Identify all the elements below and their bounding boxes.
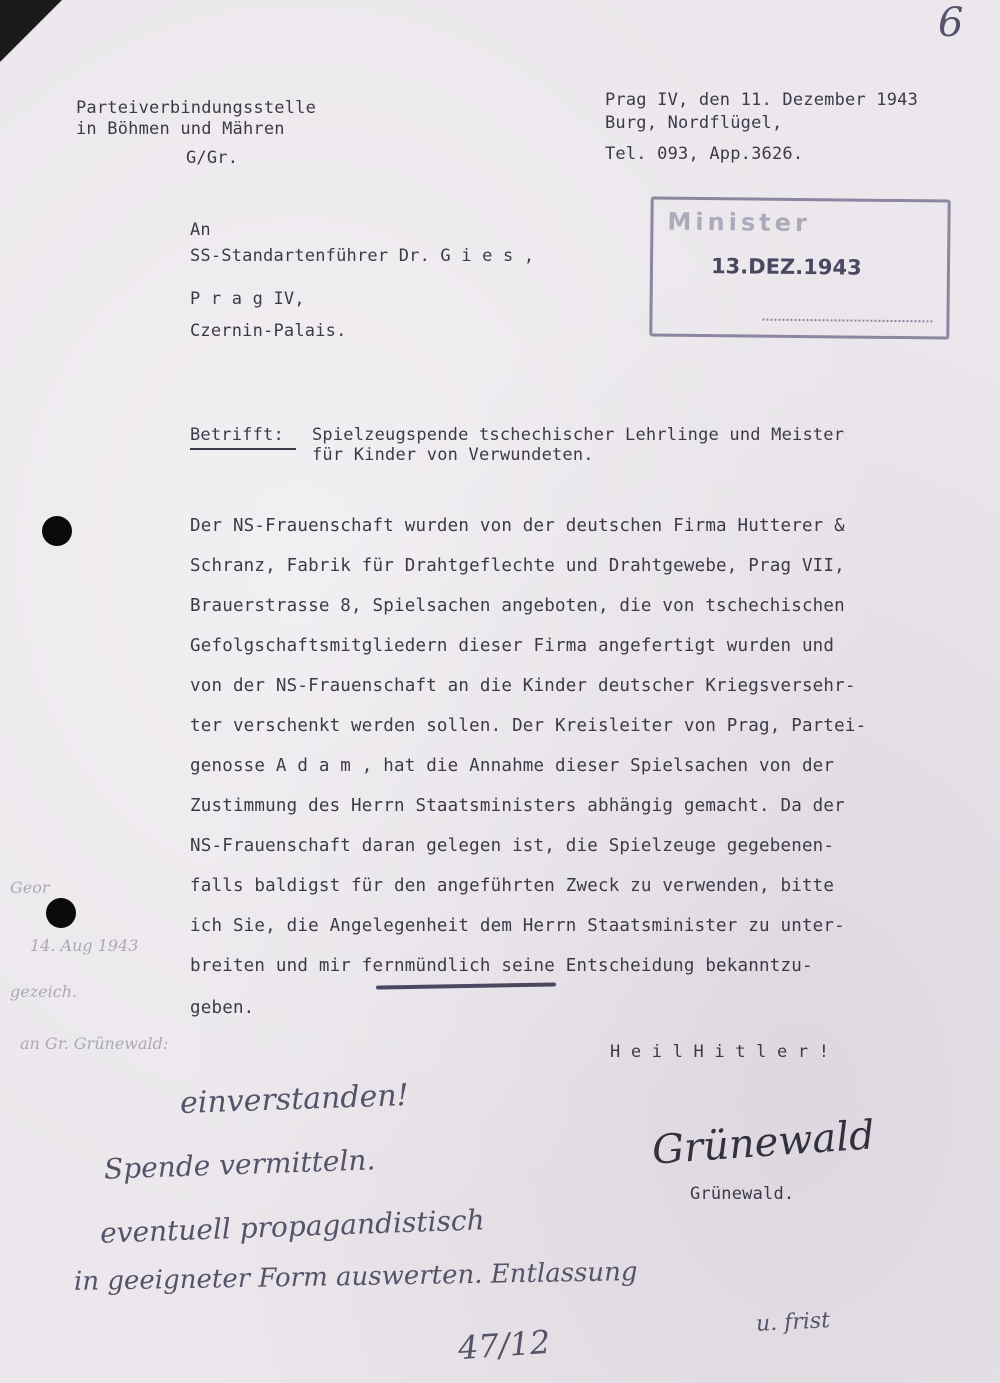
margin-note: 14. Aug 1943 (30, 936, 139, 955)
recipient-city: P r a g IV, (190, 289, 305, 309)
body-line: von der NS-Frauenschaft an die Kinder deutscher Kriegsversehr- (190, 676, 856, 696)
handwritten-note: eventuell propagandistisch (99, 1203, 486, 1250)
subject-line-2: für Kinder von Verwundeten. (312, 445, 594, 465)
handwritten-signature: Grünewald (650, 1112, 877, 1174)
recipient-building: Czernin-Palais. (190, 321, 347, 341)
body-line: Der NS-Frauenschaft wurden von der deutschen Firma Hutterer & (190, 516, 845, 536)
handwritten-note: Spende vermitteln. (103, 1143, 376, 1186)
body-line: NS-Frauenschaft daran gelegen ist, die Spielzeuge gegebenen- (190, 836, 835, 856)
recipient-an: An (190, 220, 211, 240)
torn-corner (0, 0, 62, 62)
place-date-line: Prag IV, den 11. Dezember 1943 (605, 90, 919, 110)
handwritten-note: einverstanden! (179, 1078, 410, 1121)
file-number: 47/12 (456, 1322, 552, 1368)
margin-note: an Gr. Grünewald: (20, 1034, 169, 1053)
body-line: geben. (190, 998, 255, 1018)
page-number: 6 (938, 0, 964, 46)
sender-reference: G/Gr. (186, 148, 239, 168)
body-line: Schranz, Fabrik für Drahtgeflechte und Drahtgewebe, Prag VII, (190, 556, 845, 576)
margin-note: gezeich. (10, 982, 78, 1001)
subject-label-underline (190, 448, 296, 450)
stamp-heading: Minister (667, 207, 811, 238)
stamp-dotted-line (762, 319, 932, 323)
subject-label: Betrifft: (190, 425, 284, 445)
body-line: Brauerstrasse 8, Spielsachen angeboten, die von tschechischen (190, 596, 845, 616)
body-line: ter verschenkt werden sollen. Der Kreisleiter von Prag, Partei- (190, 716, 867, 736)
body-line: falls baldigst für den angeführten Zweck zu verwenden, bitte (190, 876, 835, 896)
handwritten-note: u. frist (755, 1308, 831, 1337)
body-line: Zustimmung des Herrn Staatsministers abhängig gemacht. Da der (190, 796, 845, 816)
body-line: genosse A d a m , hat die Annahme dieser Spielsachen von der (190, 756, 835, 776)
closing-salutation: H e i l H i t l e r ! (610, 1042, 830, 1062)
punch-hole-bottom (46, 898, 76, 928)
pen-underline-mark (376, 982, 556, 989)
sender-line-1: Parteiverbindungsstelle (76, 98, 317, 118)
body-line: breiten und mir fernmündlich seine Entscheidung bekanntzu- (190, 956, 813, 976)
received-stamp (649, 196, 950, 339)
body-line: Gefolgschaftsmitgliedern dieser Firma angefertigt wurden und (190, 636, 835, 656)
stamp-date: 13.DEZ.1943 (710, 254, 862, 280)
subject-line-1: Spielzeugspende tschechischer Lehrlinge und Meister (312, 425, 845, 445)
handwritten-note: in geeigneter Form auswerten. Entlassung (73, 1257, 638, 1297)
address-line: Burg, Nordflügel, (605, 113, 783, 133)
recipient-name: SS-Standartenführer Dr. G i e s , (190, 246, 535, 266)
sender-line-2: in Böhmen und Mähren (76, 119, 285, 139)
margin-note: Geor (10, 878, 50, 897)
punch-hole-top (42, 516, 72, 546)
signer-name: Grünewald. (690, 1184, 795, 1204)
phone-line: Tel. 093, App.3626. (605, 144, 804, 164)
body-line: ich Sie, die Angelegenheit dem Herrn Staatsminister zu unter- (190, 916, 845, 936)
